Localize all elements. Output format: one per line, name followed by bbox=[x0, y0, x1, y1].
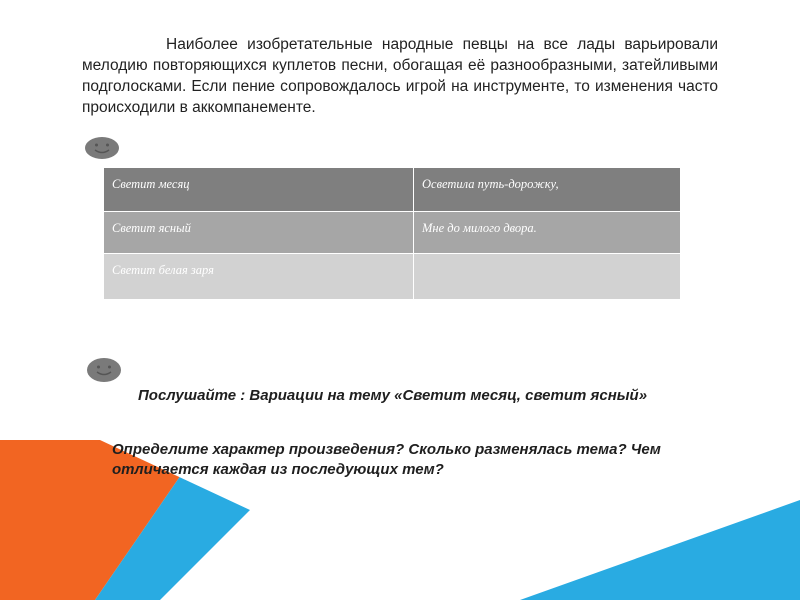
table-cell: Мне до милого двора. bbox=[414, 212, 681, 254]
table-cell: Светит месяц bbox=[104, 168, 414, 212]
table-cell: Светит ясный bbox=[104, 212, 414, 254]
table-cell: Осветила путь-дорожку, bbox=[414, 168, 681, 212]
intro-paragraph: Наиболее изобретательные народные певцы на все лады варьировали мелодию повторяющихся куплетов песни, обогащая её разнообразными, затейливыми подголосками. Если пение сопровождалось игрой на инструменте, то изменения часто происходили в аккомпанементе. bbox=[82, 36, 718, 116]
table-cell: Светит белая заря bbox=[104, 254, 414, 300]
song-table bbox=[103, 167, 681, 300]
listen-instruction: Послушайте : Вариации на тему «Светит месяц, светит ясный» bbox=[138, 387, 648, 404]
table-cell bbox=[414, 254, 681, 300]
question-text: Определите характер произведения? Сколько разменялась тема? Чем отличается каждая из последующих тем? bbox=[112, 441, 661, 478]
table-row bbox=[104, 212, 681, 254]
smiley-icon bbox=[84, 136, 120, 160]
smiley-icon bbox=[86, 357, 122, 383]
table-row bbox=[104, 168, 681, 212]
table-row bbox=[104, 254, 681, 300]
